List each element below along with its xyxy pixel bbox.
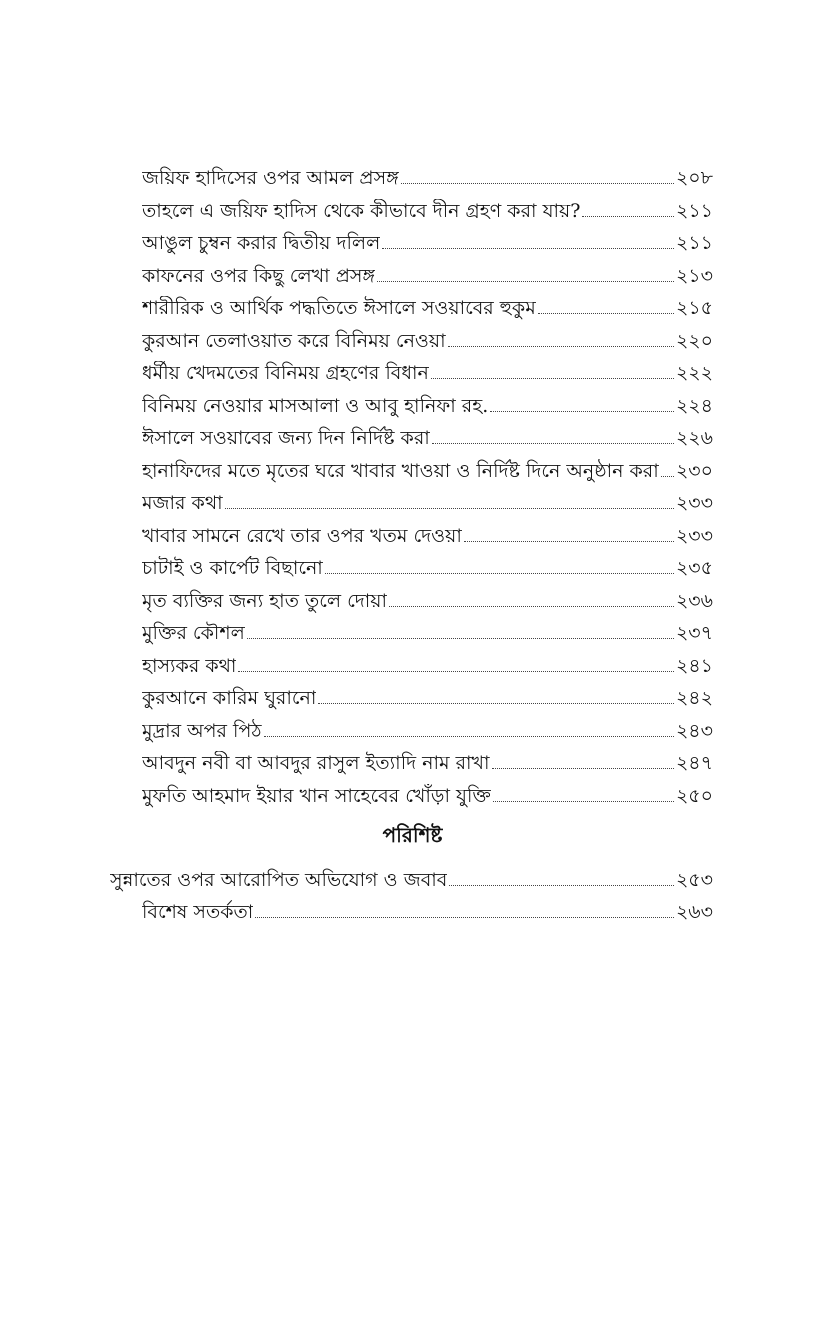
toc-entry-page: ২৪৩ (675, 720, 713, 742)
toc-entry-page: ২১১ (675, 200, 713, 222)
toc-entry-page: ২২০ (675, 330, 713, 352)
toc-entry-title: মৃত ব্যক্তির জন্য হাত তুলে দোয়া (142, 590, 387, 612)
dot-leader (464, 541, 674, 542)
dot-leader (264, 736, 674, 737)
toc-entry (142, 388, 713, 418)
dot-leader (432, 443, 674, 444)
toc-entry-page: ২১১ (675, 232, 713, 254)
toc-entry-page: ২৩৭ (675, 622, 713, 644)
toc-entry-title: মুফতি আহমাদ ইয়ার খান সাহেবের খোঁড়া যুক্তি (142, 785, 491, 807)
toc-entry-page: ২৪২ (675, 687, 713, 709)
dot-leader (661, 476, 674, 477)
toc-entry-page: ২২৬ (675, 427, 713, 449)
toc-entry-title: হাস্যকর কথা (142, 655, 237, 677)
toc-entry-title: চাটাই ও কার্পেট বিছানো (142, 557, 323, 579)
toc-entry-page: ২৬৩ (675, 901, 713, 923)
dot-leader (490, 411, 674, 412)
toc-entry-title: কুরআন তেলাওয়াত করে বিনিময় নেওয়া (142, 330, 446, 352)
toc-entry (142, 713, 713, 743)
toc-entry (142, 648, 713, 678)
toc-entry (142, 420, 713, 450)
toc-entry-page: ২৩৫ (675, 557, 713, 579)
toc-entry-title: সুন্নাতের ওপর আরোপিত অভিযোগ ও জবাব (110, 869, 448, 891)
toc-entry (142, 778, 713, 808)
dot-leader (493, 801, 674, 802)
toc-entry (142, 160, 713, 190)
dot-leader (318, 703, 674, 704)
toc-entry (142, 745, 713, 775)
toc-entry-title: মুদ্রার অপর পিঠ (142, 720, 262, 742)
toc-entry-title: আঙুল চুম্বন করার দ্বিতীয় দলিল (142, 232, 381, 254)
toc-entry (142, 615, 713, 645)
dot-leader (492, 768, 674, 769)
dot-leader (255, 917, 674, 918)
toc-entry-page: ২৩০ (675, 460, 713, 482)
toc-entry (142, 290, 713, 320)
dot-leader (449, 885, 674, 886)
toc-entry-title: মজার কথা (142, 492, 223, 514)
toc-entry (142, 518, 713, 548)
toc-entry (142, 323, 713, 353)
dot-leader (582, 216, 674, 217)
toc-entry-page: ২১৩ (675, 265, 713, 287)
toc-entry-page: ২৪৭ (675, 752, 713, 774)
dot-leader (538, 313, 674, 314)
toc-entry-title: বিশেষ সতর্কতা (142, 901, 254, 923)
appendix-heading: পরিশিষ্ট (382, 823, 443, 847)
toc-entry-page: ২৩৩ (675, 525, 713, 547)
toc-entry-title: কুরআনে কারিম ঘুরানো (142, 687, 317, 709)
toc-entry (142, 225, 713, 255)
dot-leader (431, 378, 674, 379)
toc-entry-page: ২৪১ (675, 655, 713, 677)
toc-entry-title: বিনিময় নেওয়ার মাসআলা ও আবু হানিফা রহ. (142, 395, 489, 417)
toc-entry-title: খাবার সামনে রেখে তার ওপর খতম দেওয়া (142, 525, 462, 547)
toc-entry (142, 485, 713, 515)
toc-entry-title: জয়িফ হাদিসের ওপর আমল প্রসঙ্গ (142, 167, 399, 189)
toc-entry (142, 680, 713, 710)
dot-leader (238, 671, 674, 672)
dot-leader (247, 638, 674, 639)
toc-entry (142, 453, 713, 483)
dot-leader (389, 606, 674, 607)
toc-entry-title: মুক্তির কৌশল (142, 622, 245, 644)
dot-leader (225, 508, 674, 509)
toc-entry-page: ২২২ (675, 362, 713, 384)
dot-leader (382, 248, 674, 249)
toc-entry (142, 550, 713, 580)
toc-entry-title: শারীরিক ও আর্থিক পদ্ধতিতে ঈসালে সওয়াবের হুকুম (142, 297, 536, 319)
toc-entry (142, 258, 713, 288)
toc-entry-title: ধর্মীয় খেদমতের বিনিময় গ্রহণের বিধান (142, 362, 429, 384)
dot-leader (448, 346, 674, 347)
toc-entry-title: কাফনের ওপর কিছু লেখা প্রসঙ্গ (142, 265, 376, 287)
toc-entry (142, 193, 713, 223)
toc-entry-page: ২৩৬ (675, 590, 713, 612)
toc-entry-title: তাহলে এ জয়িফ হাদিস থেকে কীভাবে দীন গ্রহণ করা যায়? (142, 200, 581, 222)
toc-entry-page: ২৫০ (675, 785, 713, 807)
toc-entry-page: ২২৪ (675, 395, 713, 417)
toc-entry-page: ২০৮ (675, 167, 713, 189)
toc-entry (142, 583, 713, 613)
dot-leader (325, 573, 674, 574)
toc-entry-page: ২৩৩ (675, 492, 713, 514)
toc-entry (142, 355, 713, 385)
toc-entry-title: আবদুন নবী বা আবদুর রাসুল ইত্যাদি নাম রাখা (142, 752, 490, 774)
toc-entry-page: ২৫৩ (675, 869, 713, 891)
toc-entry-title: ঈসালে সওয়াবের জন্য দিন নির্দিষ্ট করা (142, 427, 430, 449)
dot-leader (401, 183, 674, 184)
dot-leader (377, 281, 674, 282)
toc-entry-page: ২১৫ (675, 297, 713, 319)
appendix-entry (110, 862, 713, 892)
appendix-entry (142, 894, 713, 924)
toc-entry-title: হানাফিদের মতে মৃতের ঘরে খাবার খাওয়া ও নির্দিষ্ট দিনে অনুষ্ঠান করা (142, 460, 659, 482)
